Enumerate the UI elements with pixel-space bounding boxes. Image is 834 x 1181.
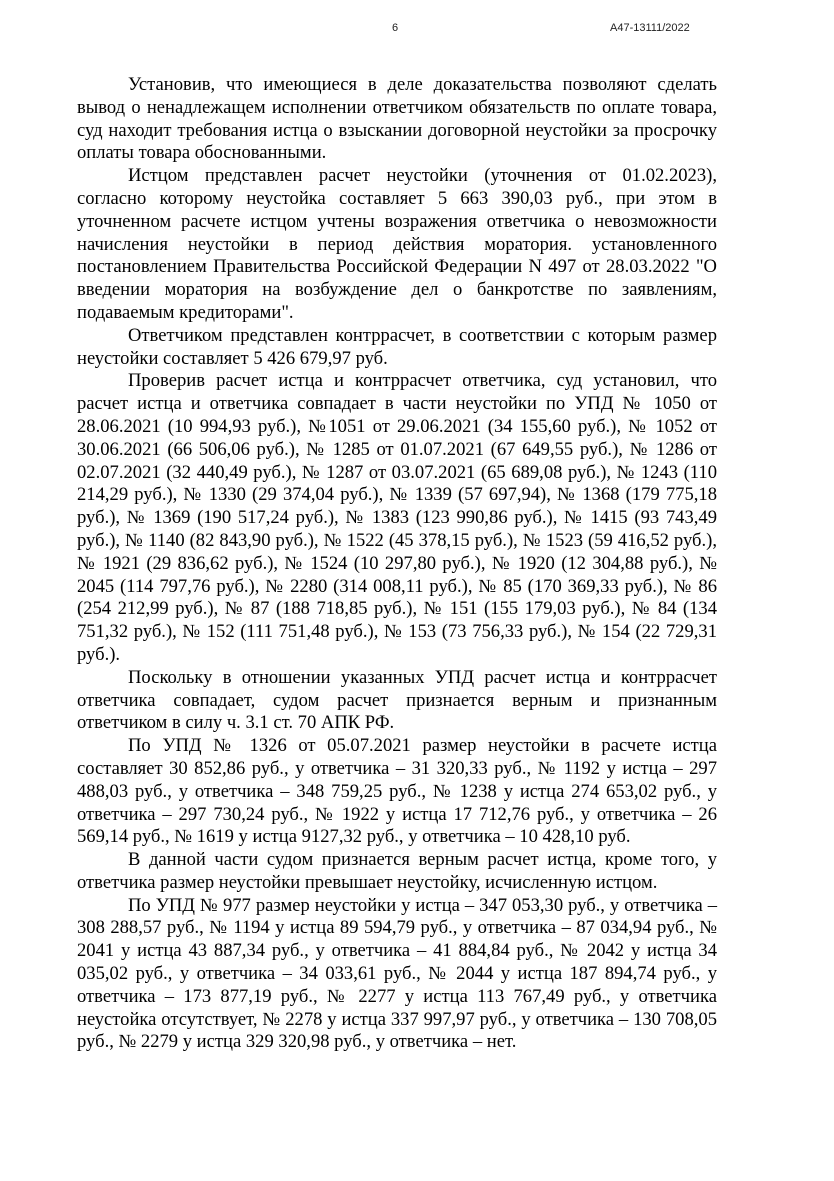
page-number: 6 — [392, 22, 399, 34]
paragraph-matching-upd-list: Проверив расчет истца и контррасчет ответчика, суд установил, что расчет истца и ответчика совпадает в части неустойки по УПД № 1050 от 28.06.2021 (10 994,93 руб.), №1051 от 29.06.2021 (34 155,60 руб.), № 1052 от 30.06.2021 (66 506,06 руб.), № 1285 от 01.07.2021 (67 649,55 руб.), № 1286 от 02.07.2021 (32 440,49 руб.), № 1287 от 03.07.2021 (65 689,08 руб.), № 1243 (110 214,29 руб.), № 1330 (29 374,04 руб.), № 1339 (57 697,94), № 1368 (179 775,18 руб.), № 1369 (190 517,24 руб.), № 1383 (123 990,86 руб.), № 1415 (93 743,49 руб.), № 1140 (82 843,90 руб.), № 1522 (45 378,15 руб.), № 1523 (59 416,52 руб.), № 1921 (29 836,62 руб.), № 1524 (10 297,80 руб.), № 1920 (12 304,88 руб.), № 2045 (114 797,76 руб.), № 2280 (314 008,11 руб.), № 85 (170 369,33 руб.), № 86 (254 212,99 руб.), № 87 (188 718,85 руб.), № 151 (155 179,03 руб.), № 84 (134 751,32 руб.), № 152 (111 751,48 руб.), № 153 (73 756,33 руб.), № 154 (22 729,31 руб.). — [77, 370, 717, 665]
paragraph-upd-977-differences: По УПД № 977 размер неустойки у истца – 347 053,30 руб., у ответчика – 308 288,57 руб., № 1194 у истца 89 594,79 руб., у ответчика – 87 034,94 руб., № 2041 у истца 43 887,34 руб., у ответчика – 41 884,84 руб., № 2042 у истца 34 035,02 руб., у ответчика – 34 033,61 руб., № 2044 у истца 187 894,74 руб., у ответчика – 173 877,19 руб., № 2277 у истца 113 767,49 руб., у ответчика неустойка отсутствует, № 2278 у истца 337 997,97 руб., у ответчика – 130 708,05 руб., № 2279 у истца 329 320,98 руб., у ответчика – нет. — [77, 894, 717, 1053]
paragraph-defendant-counter-calculation: Ответчиком представлен контррасчет, в соответствии с которым размер неустойки составляет 5 426 679,97 руб. — [77, 324, 717, 369]
paragraph-accepted-calculation: Поскольку в отношении указанных УПД расчет истца и контррасчет ответчика совпадает, судом расчет признается верным и признанным ответчиком в силу ч. 3.1 ст. 70 АПК РФ. — [77, 666, 717, 734]
case-number: А47-13111/2022 — [610, 22, 690, 34]
paragraph-conclusion: Установив, что имеющиеся в деле доказательства позволяют сделать вывод о ненадлежащем исполнении ответчиком обязательств по оплате товара, суд находит требования истца о взыскании договорной неустойки за просрочку оплаты товара обоснованными. — [77, 74, 717, 164]
document-body — [77, 74, 717, 1054]
paragraph-plaintiff-calculation-accepted: В данной части судом признается верным расчет истца, кроме того, у ответчика размер неустойки превышает неустойку, исчисленную истцом. — [77, 849, 717, 893]
paragraph-plaintiff-calculation: Истцом представлен расчет неустойки (уточнения от 01.02.2023), согласно которому неустойка составляет 5 663 390,03 руб., при этом в уточненном расчете истцом учтены возражения ответчика о невозможности начисления неустойки в период действия моратория. установленного постановлением Правительства Российской Федерации N 497 от 28.03.2022 "О введении моратория на возбуждение дел о банкротстве по заявлениям, подаваемым кредиторами". — [77, 165, 717, 323]
paragraph-upd-1326-differences: По УПД № 1326 от 05.07.2021 размер неустойки в расчете истца составляет 30 852,86 руб., у ответчика – 31 320,33 руб., № 1192 у истца – 297 488,03 руб., у ответчика – 348 759,25 руб., № 1238 у истца 274 653,02 руб., у ответчика – 297 730,24 руб., № 1922 у истца 17 712,76 руб., у ответчика – 26 569,14 руб., № 1619 у истца 9127,32 руб., у ответчика – 10 428,10 руб. — [77, 735, 717, 848]
